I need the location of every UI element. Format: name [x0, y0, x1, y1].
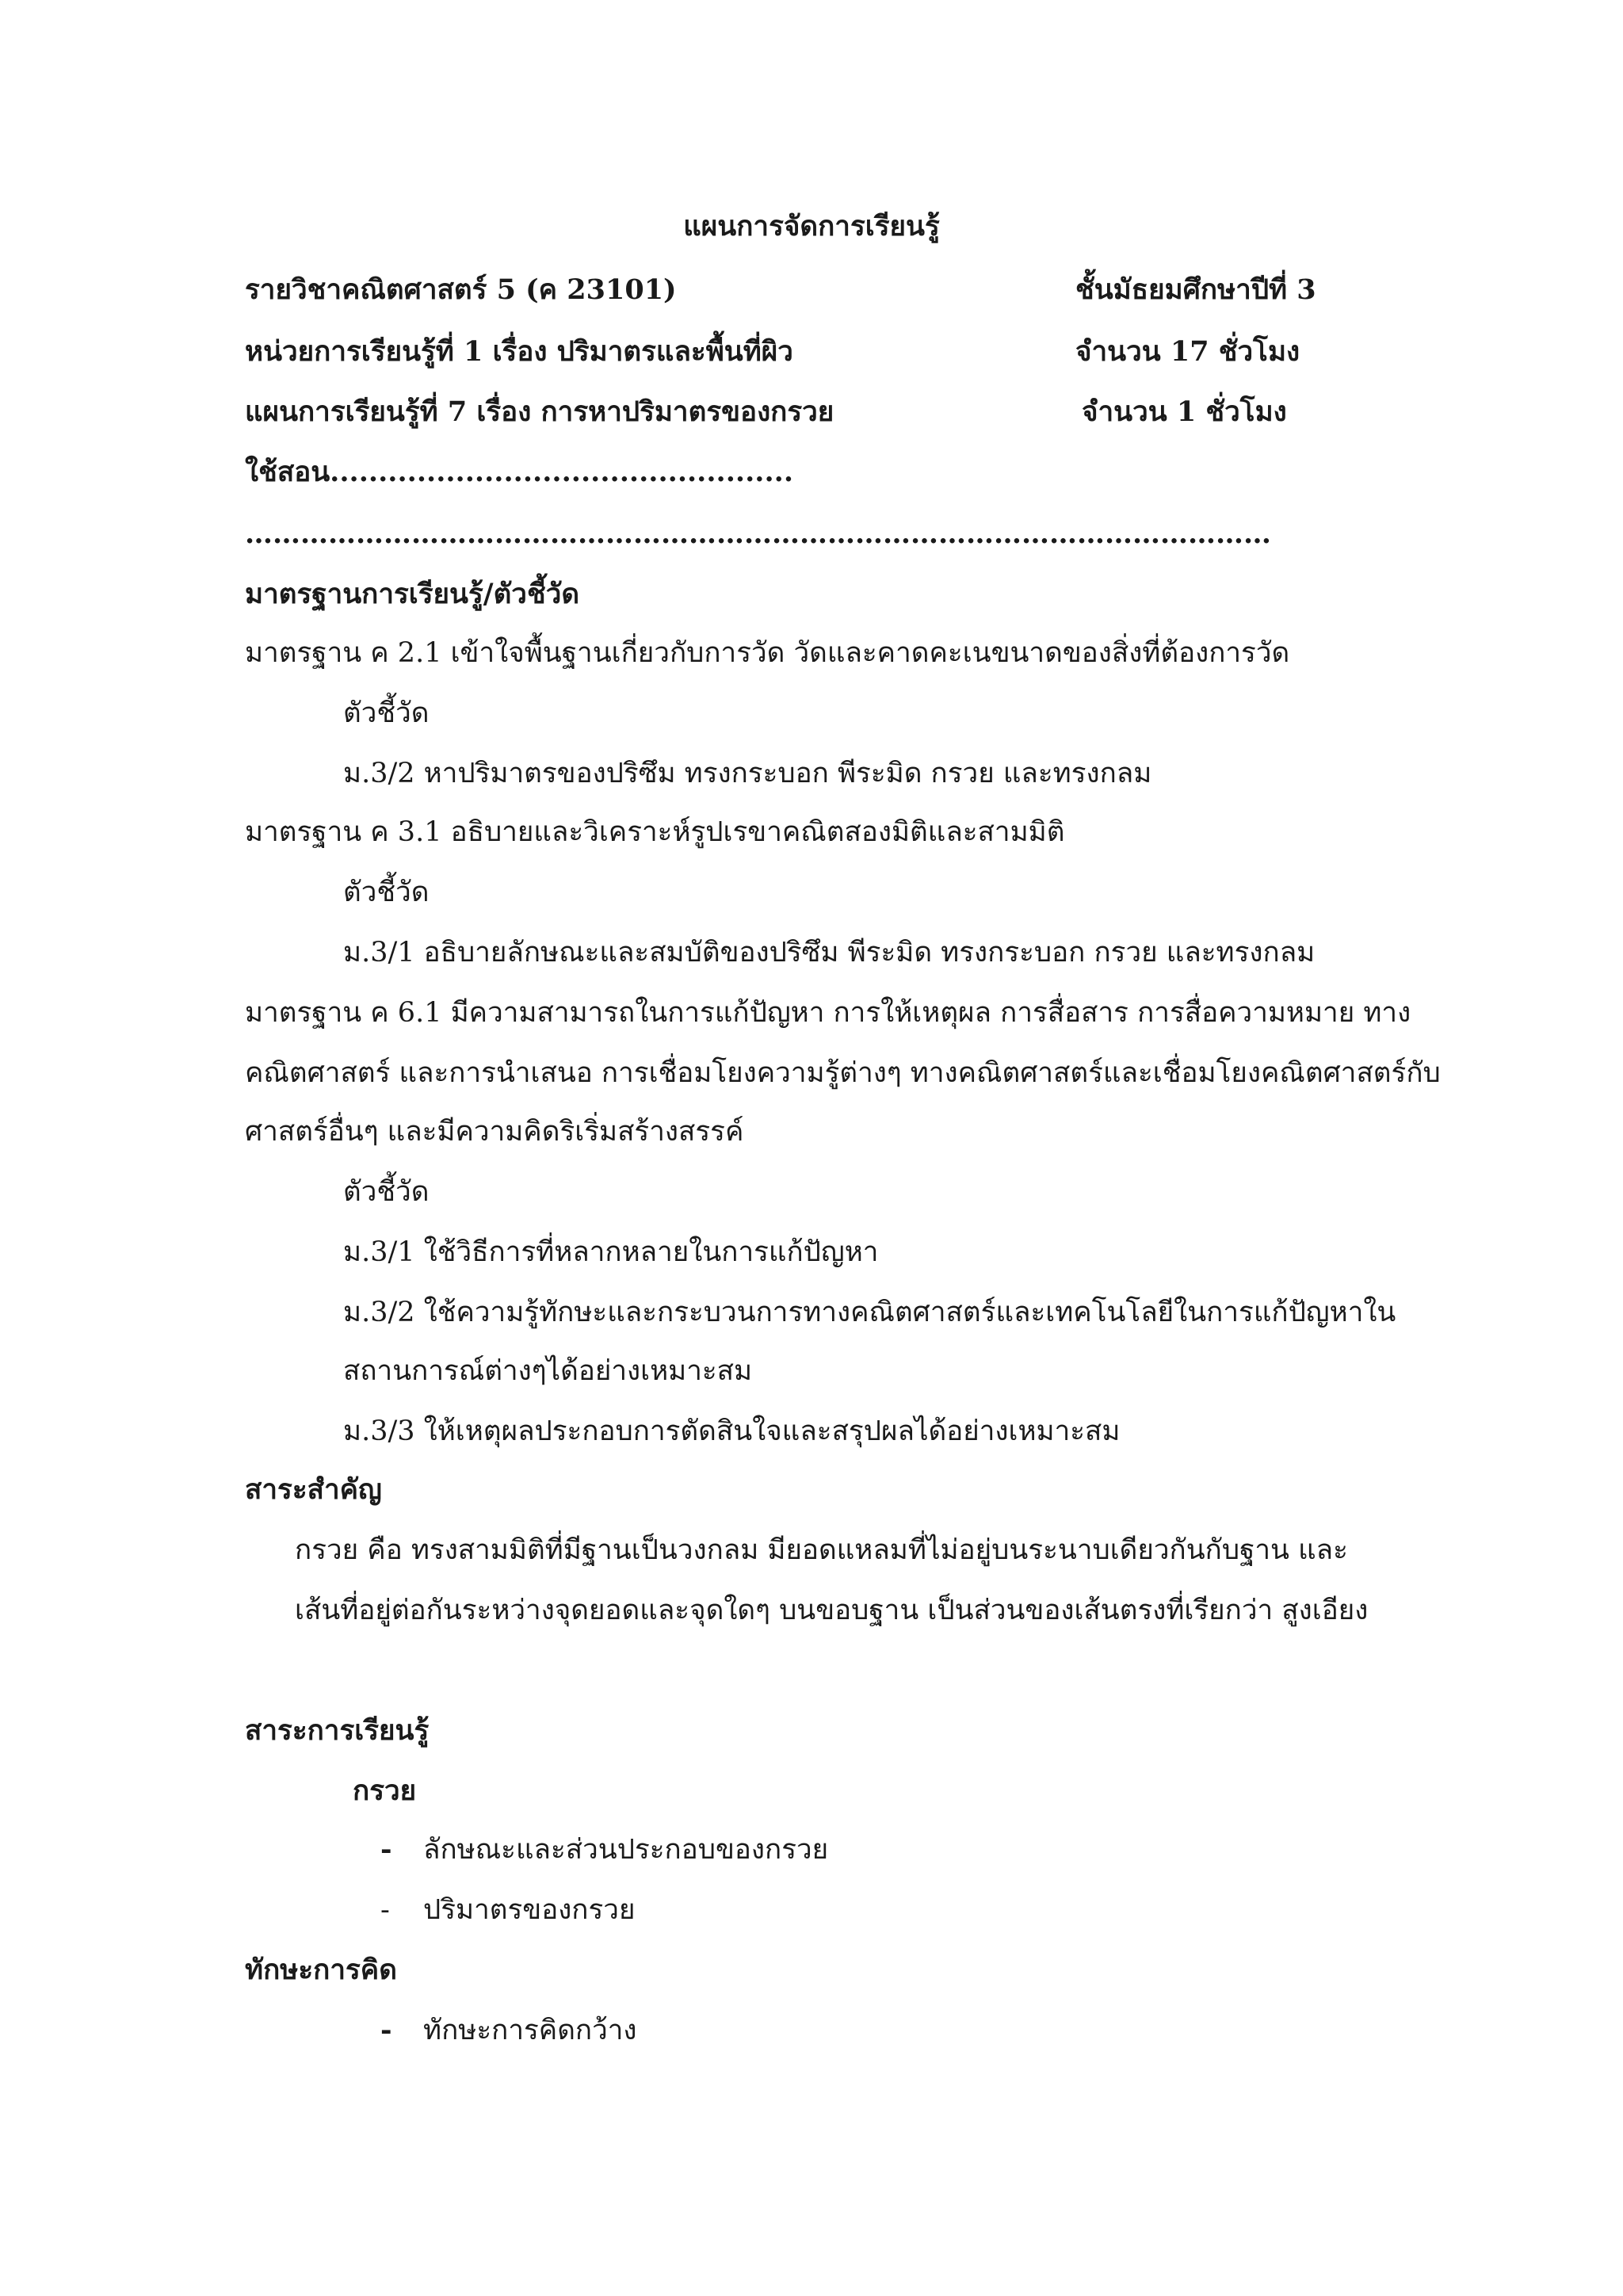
standards-heading: มาตรฐานการเรียนรู้/ตัวชี้วัด	[245, 578, 580, 610]
course-name: รายวิชาคณิตศาสตร์ 5 (ค 23101)	[245, 273, 677, 306]
list-bullet: -	[380, 1894, 390, 1926]
standard-m6-1-line3: ศาสตร์อื่นๆ และมีความคิดริเริ่มสร้างสรรค์	[245, 1116, 744, 1148]
key-concept-line2: เส้นที่อยู่ต่อกันระหว่างจุดยอดและจุดใดๆ บนขอบฐาน เป็นส่วนของเส้นตรงที่เรียกว่า สูงเอียง	[295, 1595, 1369, 1626]
unit-hours: จำนวน 17 ชั่วโมง	[1075, 335, 1300, 368]
list-item: ลักษณะและส่วนประกอบของกรวย	[423, 1834, 829, 1866]
list-bullet: -	[380, 2014, 392, 2046]
standard-m6-1-line2: คณิตศาสตร์ และการนำเสนอ การเชื่อมโยงความรู้ต่างๆ ทางคณิตศาสตร์และเชื่อมโยงคณิตศาสตร์กับ	[245, 1057, 1441, 1089]
skills-heading: ทักษะการคิด	[245, 1954, 397, 1986]
content-topic: กรวย	[353, 1775, 417, 1807]
indicator-item: ม.3/2 หาปริมาตรของปริซึม ทรงกระบอก พีระมิด กรวย และทรงกลม	[343, 758, 1152, 789]
plan-title: แผนการเรียนรู้ที่ 7 เรื่อง การหาปริมาตรของกรวย	[245, 395, 834, 428]
plan-hours: จำนวน 1 ชั่วโมง	[1082, 395, 1287, 428]
taught-date: ใช้สอน................................................	[245, 456, 794, 488]
key-concept-heading: สาระสำคัญ	[245, 1473, 382, 1506]
list-bullet: -	[380, 1833, 392, 1866]
indicator-item: ม.3/3 ให้เหตุผลประกอบการตัดสินใจและสรุปผลได้อย่างเหมาะสม	[343, 1415, 1121, 1447]
content-heading: สาระการเรียนรู้	[245, 1714, 430, 1747]
indicator-label: ตัวชี้วัด	[343, 697, 430, 729]
standard-m3-1: มาตรฐาน ค 3.1 อธิบายและวิเคราะห์รูปเรขาคณิตสองมิติและสามมิติ	[245, 816, 1065, 848]
indicator-label: ตัวชี้วัด	[343, 877, 430, 908]
key-concept-line1: กรวย คือ ทรงสามมิติที่มีฐานเป็นวงกลม มียอดแหลมที่ไม่อยู่บนระนาบเดียวกันกับฐาน และ	[295, 1534, 1348, 1566]
list-item: ปริมาตรของกรวย	[423, 1894, 636, 1926]
indicator-label: ตัวชี้วัด	[343, 1176, 430, 1208]
list-item: ทักษะการคิดกว้าง	[423, 2015, 637, 2046]
indicator-item: ม.3/1 อธิบายลักษณะและสมบัติของปริซึม พีระมิด ทรงกระบอก กรวย และทรงกลม	[343, 937, 1316, 968]
document-title: แผนการจัดการเรียนรู้	[683, 210, 940, 243]
divider-dots: …………………………………………………………………………………………………	[245, 518, 1271, 550]
indicator-item-cont: สถานการณ์ต่างๆได้อย่างเหมาะสม	[343, 1355, 753, 1387]
unit-title: หน่วยการเรียนรู้ที่ 1 เรื่อง ปริมาตรและพื้นที่ผิว	[245, 335, 793, 368]
standard-m6-1-line1: มาตรฐาน ค 6.1 มีความสามารถในการแก้ปัญหา การให้เหตุผล การสื่อสาร การสื่อความหมาย ทาง	[245, 997, 1411, 1029]
grade-level: ชั้นมัธยมศึกษาปีที่ 3	[1075, 273, 1316, 306]
standard-m2-1: มาตรฐาน ค 2.1 เข้าใจพื้นฐานเกี่ยวกับการวัด วัดและคาดคะเนขนาดของสิ่งที่ต้องการวัด	[245, 637, 1290, 669]
indicator-item: ม.3/2 ใช้ความรู้ทักษะและกระบวนการทางคณิตศาสตร์และเทคโนโลยีในการแก้ปัญหาใน	[343, 1297, 1396, 1328]
indicator-item: ม.3/1 ใช้วิธีการที่หลากหลายในการแก้ปัญหา	[343, 1236, 879, 1268]
